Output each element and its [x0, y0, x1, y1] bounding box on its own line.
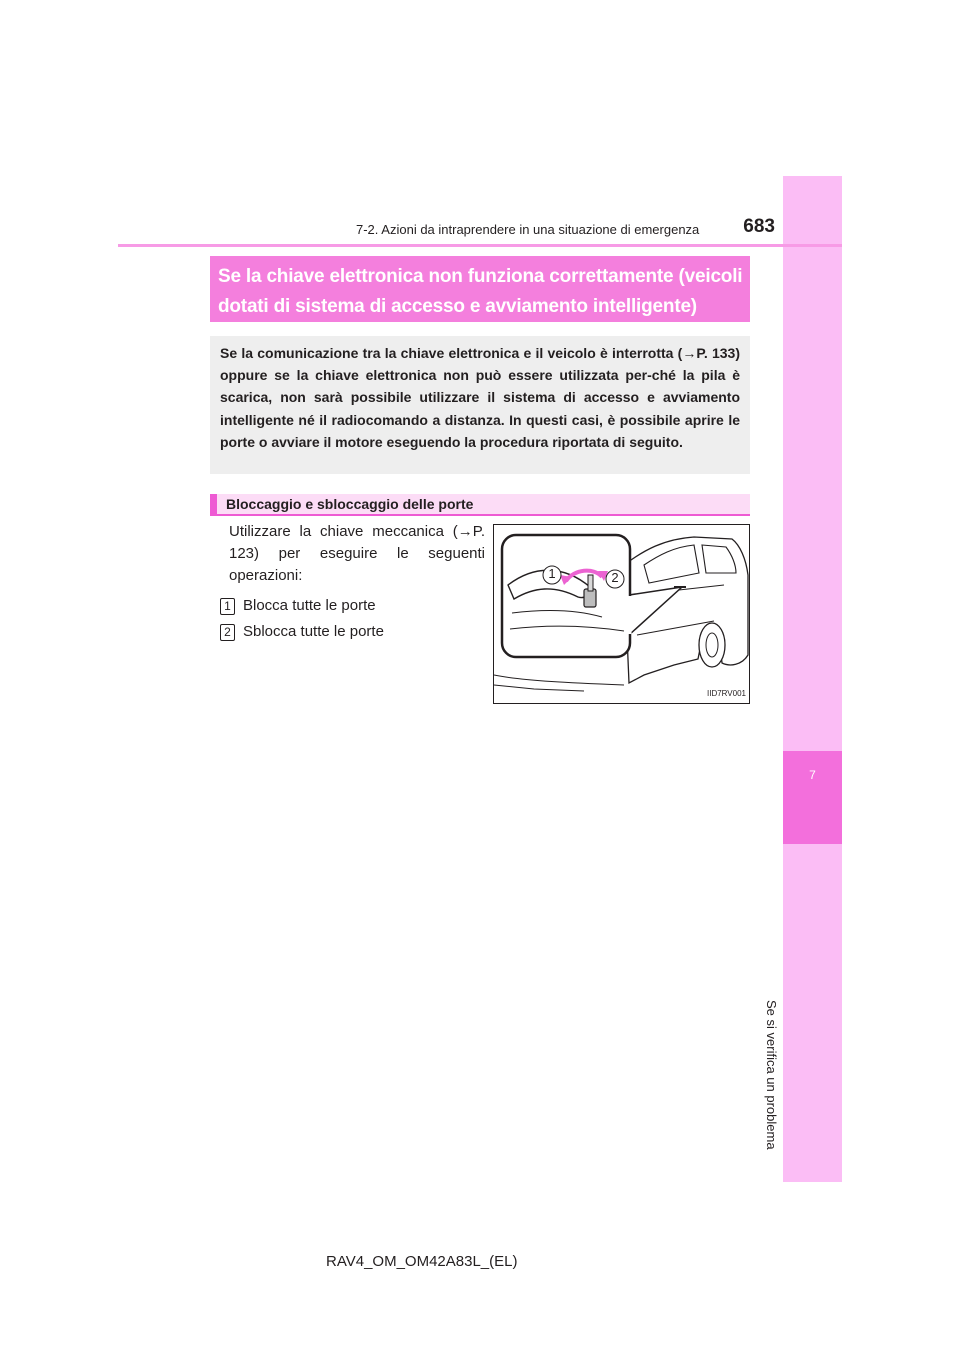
illustration-code: IID7RV001	[707, 689, 746, 698]
intro-box	[210, 336, 750, 474]
subsection-heading-bar	[210, 494, 750, 516]
section-title-line-1: Se la chiave elettronica non funziona correttamente (veicoli	[218, 266, 743, 287]
callout-1: 1	[548, 566, 556, 581]
subsection-heading-marker	[210, 494, 217, 514]
car-door-lock-drawing	[494, 525, 749, 703]
section-title-box	[210, 256, 750, 322]
step-label: Sblocca tutte le porte	[243, 623, 384, 640]
subsection-heading: Bloccaggio e sbloccaggio delle porte	[226, 496, 474, 512]
step-item	[220, 595, 485, 617]
step-item	[220, 621, 485, 643]
subsection-body-text: Utilizzare la chiave meccanica (→P. 123) per eseguire le seguenti operazioni:	[229, 523, 485, 584]
header-divider	[118, 244, 842, 247]
step-label: Blocca tutte le porte	[243, 597, 376, 614]
chapter-title-vertical: Se si verifica un problema	[764, 1000, 779, 1150]
intro-text: Se la comunicazione tra la chiave elettronica e il veicolo è interrotta (→P. 133) oppure se la chiave elettronica non può essere utilizzata per-ché la pila è scarica, non sarà possibile utilizzare il sistema di accesso e avviamento intelligente né il radiocomando a distanza. In questi casi, è possibile aprire le porte o avviare il motore eseguendo la procedura riportata di seguito.	[220, 345, 740, 450]
chapter-side-tab-active[interactable]	[783, 751, 842, 844]
chapter-side-tab	[783, 176, 842, 1182]
door-key-illustration	[493, 524, 750, 704]
footer-model-code: RAV4_OM_OM42A83L_(EL)	[326, 1253, 518, 1270]
page-number: 683	[743, 216, 775, 237]
header-section-title: 7-2. Azioni da intraprendere in una situazione di emergenza	[356, 222, 700, 237]
subsection-body	[224, 521, 485, 643]
chapter-number: 7	[809, 768, 816, 782]
section-title-line-2: dotati di sistema di accesso e avviamento intelligente)	[218, 296, 697, 317]
step-number: 1	[220, 598, 235, 615]
step-number: 2	[220, 624, 235, 641]
callout-2: 2	[611, 570, 619, 585]
section-title	[218, 262, 744, 322]
